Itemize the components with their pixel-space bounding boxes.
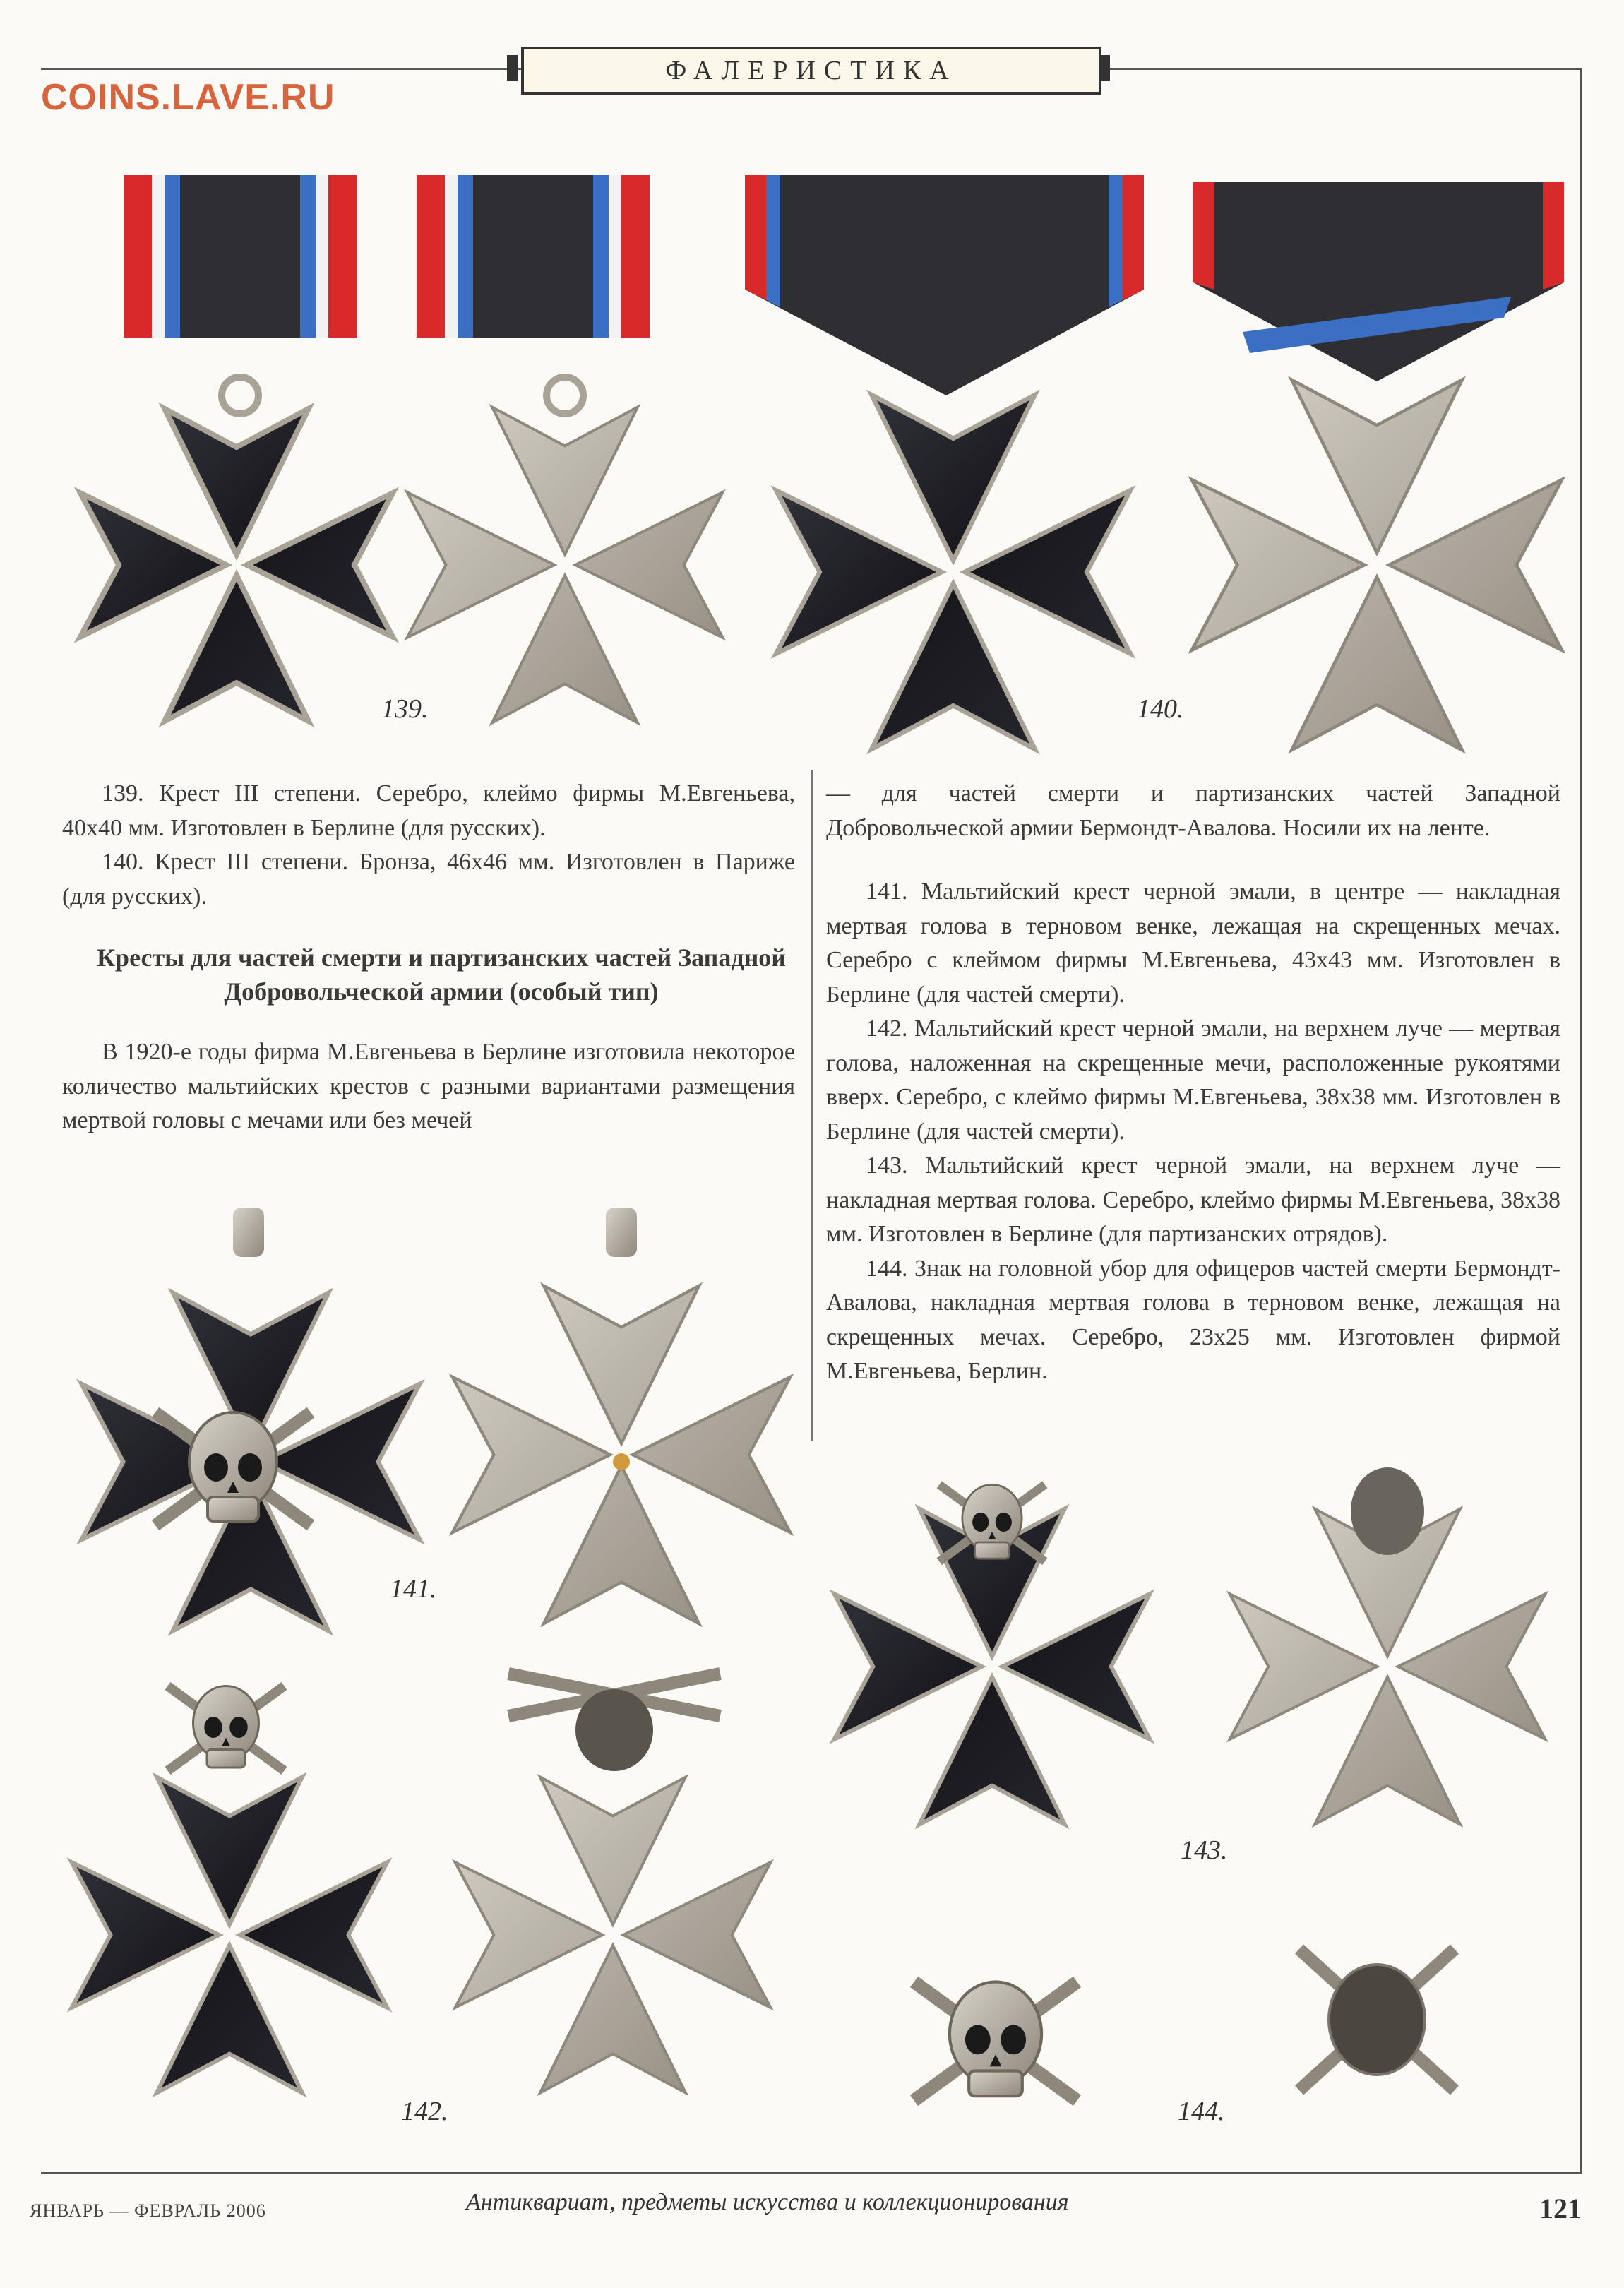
section-heading: Кресты для частей смерти и партизанских частей Западной Добровольческой армии (особый тип) [96, 943, 787, 1006]
continuation-paragraph: — для частей смерти и партизанских частей Западной Добровольческой армии Бермондт-Авалова. Носили их на ленте. [826, 780, 1560, 841]
medal-139-back [407, 175, 723, 722]
medal-140-front [745, 175, 1144, 749]
column-divider [811, 770, 813, 1441]
medal-141-front [82, 1208, 420, 1631]
page-number: 121 [1539, 2193, 1582, 2224]
badge-144-front [914, 1982, 1077, 2101]
watermark: COINS.LAVE.RU [41, 77, 335, 118]
caption-141: 141. Мальтийский крест черной эмали, в центре — накладная мертвая голова в терновом венке, лежащая на скрещенных мечах. Серебро с клеймом фирмы М.Евгеньева, 43х43 мм. Изготовлен в Берлине (для частей смерти). [826, 878, 1560, 1008]
badge-144-back [1299, 1949, 1455, 2090]
caption-142: 142. Мальтийский крест черной эмали, на верхнем луче — мертвая голова, наложенная на скрещенные мечи, расположенные рукоятями вверх. Серебро, с клеймо фирмы М.Евгеньева, 38х38 мм. Изготовлен в Берлине (для частей смерти). [826, 1015, 1560, 1145]
figure-label-139: 139. [381, 694, 429, 724]
footer-magazine-title: Антиквариат, предметы искусства и коллекционирования [466, 2189, 1069, 2215]
figure-label-142: 142. [401, 2097, 448, 2126]
medal-139-front [80, 175, 393, 721]
left-captions [62, 777, 795, 914]
caption-140: 140. Крест III степени. Бронза, 46х46 мм. Изготовлен в Париже (для русских). [62, 849, 795, 910]
medal-142-back [455, 1674, 771, 2092]
medal-142-front [72, 1686, 388, 2093]
left-body [62, 1035, 795, 1138]
figure-label-141: 141. [390, 1574, 437, 1604]
medal-140-back [1192, 182, 1564, 750]
body-paragraph: В 1920-е годы фирма М.Евгеньева в Берлине изготовила некоторое количество мальтийских крестов с разными вариантами размещения мертвой головы с мечами или без мечей [62, 1039, 795, 1133]
section-title: ФАЛЕРИСТИКА [521, 47, 1101, 95]
medal-143-front [835, 1484, 1150, 1824]
medal-143-back [1230, 1467, 1546, 1824]
figure-label-140: 140. [1137, 694, 1184, 724]
caption-139: 139. Крест III степени. Серебро, клеймо фирмы М.Евгеньева, 40х40 мм. Изготовлен в Берлине (для русских). [62, 780, 795, 841]
caption-144: 144. Знак на головной убор для офицеров частей смерти Бермондт-Авалова, накладная мертвая голова в терновом венке, лежащая на скрещенных мечах. Серебро, 23х25 мм. Изготовлен фирмой М.Евгеньева, Берлин. [826, 1255, 1560, 1384]
right-column [826, 777, 1560, 1389]
caption-143: 143. Мальтийский крест черной эмали, на верхнем луче — накладная мертвая голова. Серебро, клеймо фирмы М.Евгеньева, 38х38 мм. Изготовлен в Берлине (для партизанских отрядов). [826, 1152, 1560, 1247]
medal-141-back [453, 1208, 791, 1623]
footer-issue: ЯНВАРЬ — ФЕВРАЛЬ 2006 [30, 2200, 266, 2221]
figure-label-143: 143. [1181, 1835, 1228, 1865]
figure-label-144: 144. [1178, 2097, 1225, 2126]
